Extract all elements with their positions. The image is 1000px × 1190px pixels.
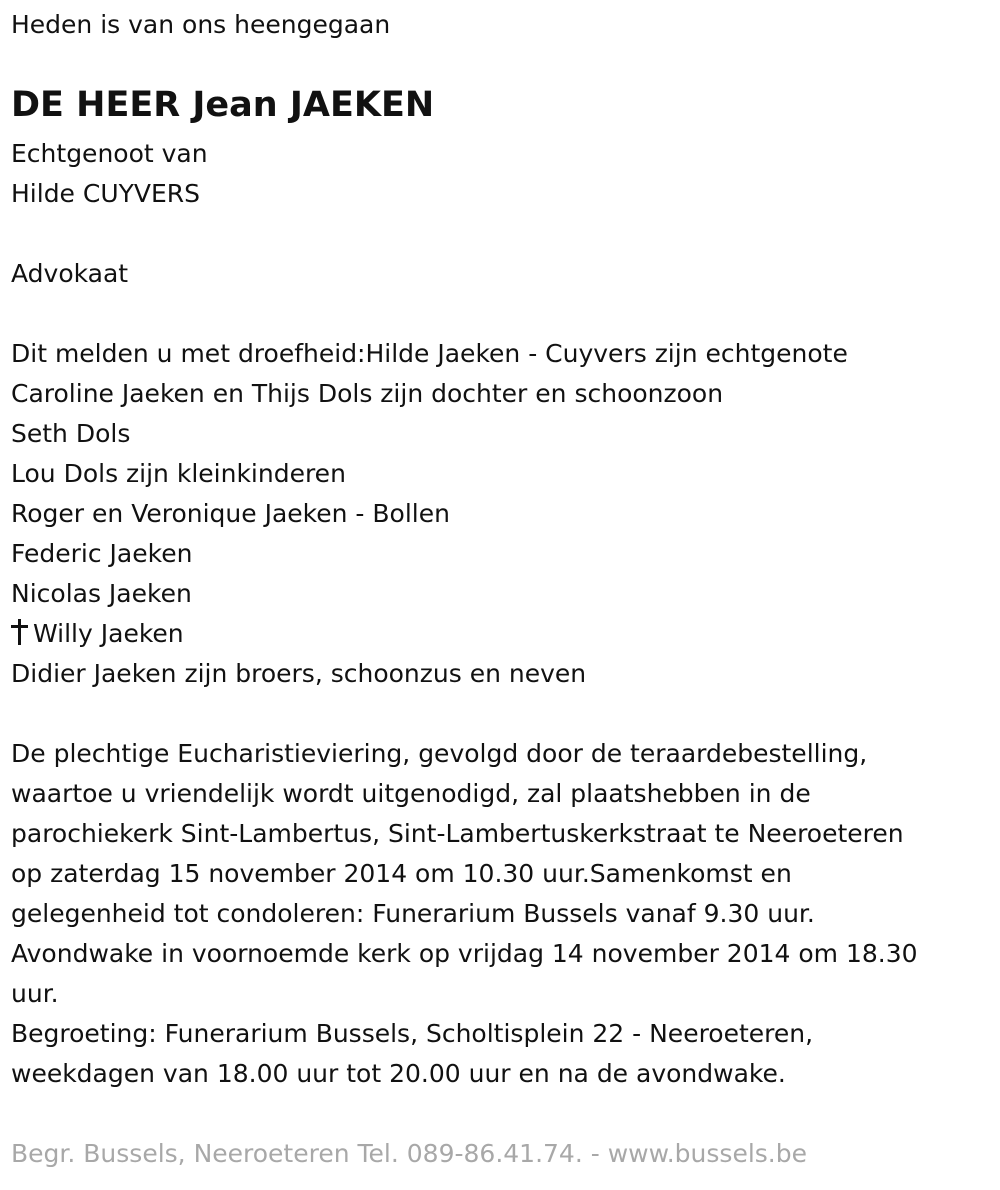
ceremony-line: parochiekerk Sint-Lambertus, Sint-Lambertuskerkstraat te Neeroeteren (11, 819, 904, 848)
family-line: Nicolas Jaeken (11, 579, 192, 608)
family-line: Roger en Veronique Jaeken - Bollen (11, 499, 450, 528)
visitation-line: Begroeting: Funerarium Bussels, Scholtisplein 22 - Neeroeteren, (11, 1019, 814, 1048)
family-line: Dit melden u met droefheid:Hilde Jaeken - Cuyvers zijn echtgenote (11, 339, 848, 368)
ceremony-line: Avondwake in voornoemde kerk op vrijdag 14 november 2014 om 18.30 (11, 939, 918, 968)
family-line: Caroline Jaeken en Thijs Dols zijn dochter en schoonzoon (11, 379, 724, 408)
intro-text: Heden is van ons heengegaan (11, 10, 391, 39)
family-line: Seth Dols (11, 419, 131, 448)
ceremony-line: waartoe u vriendelijk wordt uitgenodigd, zal plaatshebben in de (11, 779, 811, 808)
spouse-label: Echtgenoot van (11, 139, 208, 168)
family-line: Lou Dols zijn kleinkinderen (11, 459, 346, 488)
family-line: Didier Jaeken zijn broers, schoonzus en neven (11, 659, 587, 688)
ceremony-line: gelegenheid tot condoleren: Funerarium Bussels vanaf 9.30 uur. (11, 899, 815, 928)
ceremony-line: op zaterdag 15 november 2014 om 10.30 uur.Samenkomst en (11, 859, 792, 888)
cross-icon (11, 619, 27, 645)
family-line-deceased (11, 614, 184, 654)
family-line: Federic Jaeken (11, 539, 193, 568)
profession: Advokaat (11, 259, 129, 288)
funeral-home-footer: Begr. Bussels, Neeroeteren Tel. 089-86.41.74. - www.bussels.be (11, 1139, 807, 1168)
family-member-name: Willy Jaeken (33, 619, 184, 648)
visitation-line: weekdagen van 18.00 uur tot 20.00 uur en na de avondwake. (11, 1059, 786, 1088)
ceremony-line: uur. (11, 979, 59, 1008)
spouse-name: Hilde CUYVERS (11, 179, 201, 208)
ceremony-line: De plechtige Eucharistieviering, gevolgd door de teraardebestelling, (11, 739, 868, 768)
deceased-name: DE HEER Jean JAEKEN (11, 85, 435, 125)
